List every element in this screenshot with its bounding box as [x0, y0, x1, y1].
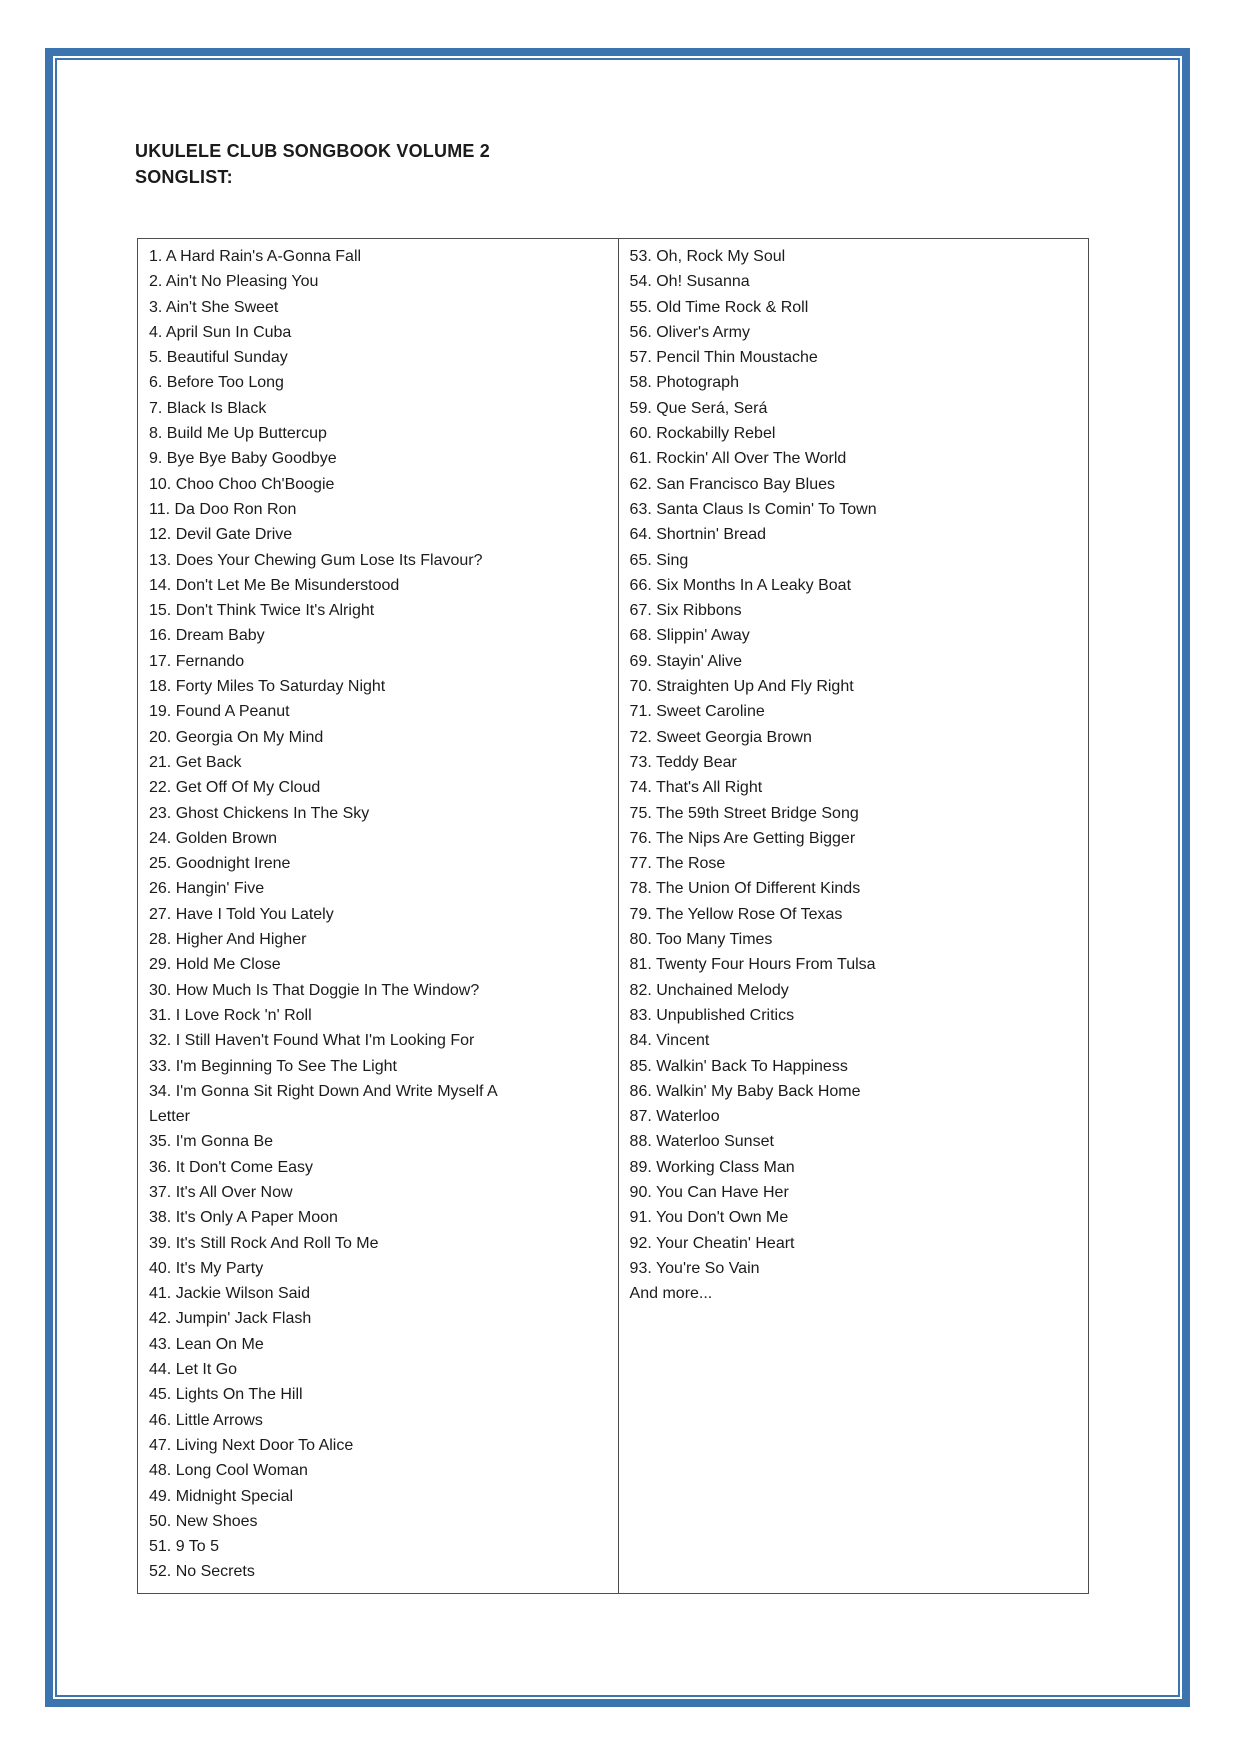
song-list-item: 7. Black Is Black — [149, 399, 267, 417]
song-list-item: 32. I Still Haven't Found What I'm Looking For — [149, 1032, 475, 1050]
song-list-item: 80. Too Many Times — [629, 931, 773, 949]
song-list-item: 25. Goodnight Irene — [149, 855, 291, 873]
song-list-item: 14. Don't Let Me Be Misunderstood — [149, 576, 400, 594]
song-list-item: 71. Sweet Caroline — [629, 703, 765, 721]
song-list-item: 70. Straighten Up And Fly Right — [629, 678, 854, 696]
song-list-item: 2. Ain't No Pleasing You — [149, 273, 319, 291]
song-list-item: 22. Get Off Of My Cloud — [149, 779, 321, 797]
song-list-item: 90. You Can Have Her — [629, 1183, 789, 1201]
song-list-item: 62. San Francisco Bay Blues — [629, 475, 835, 493]
song-list-item: 93. You're So Vain — [629, 1259, 760, 1277]
song-list-item: 8. Build Me Up Buttercup — [149, 425, 327, 443]
song-list-item: 55. Old Time Rock & Roll — [629, 298, 809, 316]
page-title: UKULELE CLUB SONGBOOK VOLUME 2 — [135, 141, 491, 161]
song-list-item: 10. Choo Choo Ch'Boogie — [149, 475, 335, 493]
song-list-item: 57. Pencil Thin Moustache — [629, 349, 818, 367]
song-list-item: 83. Unpublished Critics — [629, 1006, 795, 1024]
song-list-item: 52. No Secrets — [149, 1563, 255, 1581]
song-list-item: 74. That's All Right — [629, 779, 763, 797]
song-list-item: 34. I'm Gonna Sit Right Down And Write Myself A Letter — [149, 1082, 497, 1126]
song-list-item: 49. Midnight Special — [149, 1487, 294, 1505]
song-list-item: 63. Santa Claus Is Comin' To Town — [629, 500, 877, 518]
page-subtitle: SONGLIST: — [135, 167, 233, 187]
song-list-item: 40. It's My Party — [149, 1259, 264, 1277]
song-list-item: 46. Little Arrows — [149, 1411, 263, 1429]
song-list-item: 88. Waterloo Sunset — [629, 1133, 774, 1151]
song-list-item: 69. Stayin' Alive — [629, 652, 742, 670]
song-list-item: 68. Slippin' Away — [629, 627, 750, 645]
songlist-column-right — [619, 239, 1088, 1593]
song-list-item: 54. Oh! Susanna — [629, 273, 750, 291]
song-list-item: 6. Before Too Long — [149, 374, 284, 392]
song-list-item: 27. Have I Told You Lately — [149, 905, 334, 923]
song-list-item: 47. Living Next Door To Alice — [149, 1436, 354, 1454]
song-list-item: 20. Georgia On My Mind — [149, 728, 324, 746]
song-list-item: 1. A Hard Rain's A-Gonna Fall — [149, 248, 362, 265]
song-list-item: 19. Found A Peanut — [149, 703, 290, 721]
song-list-item: 65. Sing — [629, 551, 689, 569]
song-list-item: 50. New Shoes — [149, 1512, 258, 1530]
song-list-item: 11. Da Doo Ron Ron — [149, 500, 297, 518]
document-title — [135, 138, 490, 190]
song-list-item: 89. Working Class Man — [629, 1158, 795, 1176]
song-list-item: And more... — [629, 1285, 713, 1303]
song-list-item: 41. Jackie Wilson Said — [149, 1285, 310, 1303]
song-list-item: 82. Unchained Melody — [629, 981, 789, 999]
song-list-item: 81. Twenty Four Hours From Tulsa — [629, 956, 876, 974]
song-list-item: 13. Does Your Chewing Gum Lose Its Flavour? — [149, 551, 483, 569]
song-list-item: 91. You Don't Own Me — [629, 1209, 789, 1227]
song-list-item: 78. The Union Of Different Kinds — [629, 880, 861, 898]
song-list-item: 4. April Sun In Cuba — [149, 323, 292, 341]
song-list-item: 76. The Nips Are Getting Bigger — [629, 829, 856, 847]
song-list-item: 86. Walkin' My Baby Back Home — [629, 1082, 861, 1100]
song-list-item: 64. Shortnin' Bread — [629, 526, 767, 544]
song-list-item: 53. Oh, Rock My Soul — [629, 248, 786, 265]
song-list-item: 12. Devil Gate Drive — [149, 526, 293, 544]
song-list-item: 59. Que Será, Será — [629, 399, 768, 417]
song-list-item: 79. The Yellow Rose Of Texas — [629, 905, 843, 923]
song-list-item: 48. Long Cool Woman — [149, 1462, 308, 1480]
song-list-item: 87. Waterloo — [629, 1108, 720, 1126]
song-list-item: 77. The Rose — [629, 855, 726, 873]
song-list-item: 44. Let It Go — [149, 1361, 238, 1379]
song-list-item: 73. Teddy Bear — [629, 753, 737, 771]
song-list-item: 56. Oliver's Army — [629, 323, 750, 341]
song-list-item: 26. Hangin' Five — [149, 880, 265, 898]
song-list-item: 92. Your Cheatin' Heart — [629, 1234, 795, 1252]
song-list-item: 9. Bye Bye Baby Goodbye — [149, 450, 337, 468]
song-list-item: 45. Lights On The Hill — [149, 1386, 303, 1404]
song-list-item: 21. Get Back — [149, 753, 242, 771]
song-list-item: 37. It's All Over Now — [149, 1183, 293, 1201]
song-list-item: 3. Ain't She Sweet — [149, 298, 279, 316]
song-list-item: 66. Six Months In A Leaky Boat — [629, 576, 852, 594]
song-list-item: 35. I'm Gonna Be — [149, 1133, 274, 1151]
song-list-item: 23. Ghost Chickens In The Sky — [149, 804, 370, 822]
song-list-item: 60. Rockabilly Rebel — [629, 425, 776, 443]
song-list-item: 51. 9 To 5 — [149, 1538, 219, 1556]
song-list-item: 16. Dream Baby — [149, 627, 265, 645]
song-list-item: 61. Rockin' All Over The World — [629, 450, 847, 468]
song-list-item: 42. Jumpin' Jack Flash — [149, 1310, 312, 1328]
song-list-item: 17. Fernando — [149, 652, 245, 670]
song-list-item: 5. Beautiful Sunday — [149, 349, 288, 367]
song-list-item: 29. Hold Me Close — [149, 956, 281, 974]
song-list-item: 15. Don't Think Twice It's Alright — [149, 602, 375, 620]
song-list-item: 72. Sweet Georgia Brown — [629, 728, 812, 746]
song-list-item: 39. It's Still Rock And Roll To Me — [149, 1234, 379, 1252]
songlist-column-left — [138, 239, 619, 1593]
song-list-item: 58. Photograph — [629, 374, 739, 392]
song-list-item: 85. Walkin' Back To Happiness — [629, 1057, 848, 1075]
song-list-item: 18. Forty Miles To Saturday Night — [149, 678, 386, 696]
song-list-item: 36. It Don't Come Easy — [149, 1158, 314, 1176]
song-list-item: 31. I Love Rock 'n' Roll — [149, 1006, 312, 1024]
song-list-item: 84. Vincent — [629, 1032, 710, 1050]
song-list-item: 24. Golden Brown — [149, 829, 278, 847]
song-list-item: 33. I'm Beginning To See The Light — [149, 1057, 397, 1075]
song-list-item: 28. Higher And Higher — [149, 931, 307, 949]
song-list-item: 75. The 59th Street Bridge Song — [629, 804, 859, 822]
song-list-item: 43. Lean On Me — [149, 1335, 264, 1353]
song-list-item: 38. It's Only A Paper Moon — [149, 1209, 338, 1227]
songlist-table — [137, 238, 1089, 1594]
song-list-item: 67. Six Ribbons — [629, 602, 742, 620]
song-list-item: 30. How Much Is That Doggie In The Window? — [149, 981, 480, 999]
